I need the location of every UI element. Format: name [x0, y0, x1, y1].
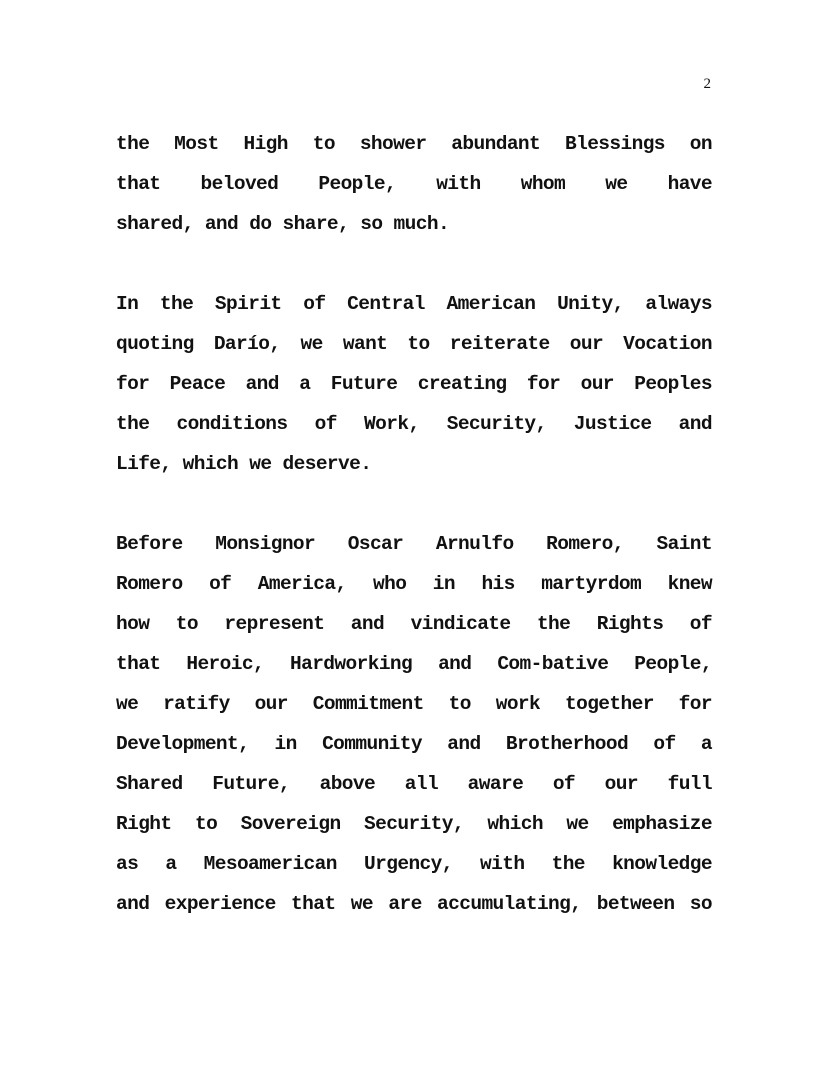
- text-line: shared, and do share, so much.: [116, 213, 450, 235]
- text-line: the Most High to shower abundant Blessings on: [116, 133, 712, 155]
- text-line: Right to Sovereign Security, which we emphasize: [116, 813, 712, 835]
- text-line: how to represent and vindicate the Rights of: [116, 613, 712, 635]
- text-line: In the Spirit of Central American Unity, always: [116, 293, 712, 315]
- text-line: Life, which we deserve.: [116, 453, 372, 475]
- text-line: for Peace and a Future creating for our Peoples: [116, 373, 712, 395]
- text-line: the conditions of Work, Security, Justice and: [116, 413, 712, 435]
- text-line: and experience that we are accumulating, between so: [116, 893, 712, 915]
- text-line: we ratify our Commitment to work together for: [116, 693, 712, 715]
- text-line: Before Monsignor Oscar Arnulfo Romero, Saint: [116, 533, 712, 555]
- text-line: Shared Future, above all aware of our full: [116, 773, 712, 795]
- text-line: quoting Darío, we want to reiterate our Vocation: [116, 333, 712, 355]
- text-line: that Heroic, Hardworking and Com-bative People,: [116, 653, 712, 675]
- paragraph-2: [116, 290, 712, 490]
- paragraph-3: [116, 530, 712, 930]
- page-number: 2: [703, 76, 711, 92]
- body-text: [116, 130, 712, 970]
- text-line: Romero of America, who in his martyrdom knew: [116, 573, 712, 595]
- paragraph-1: [116, 130, 712, 250]
- text-line: that beloved People, with whom we have: [116, 173, 712, 195]
- text-line: Development, in Community and Brotherhood of a: [116, 733, 712, 755]
- text-line: as a Mesoamerican Urgency, with the knowledge: [116, 853, 712, 875]
